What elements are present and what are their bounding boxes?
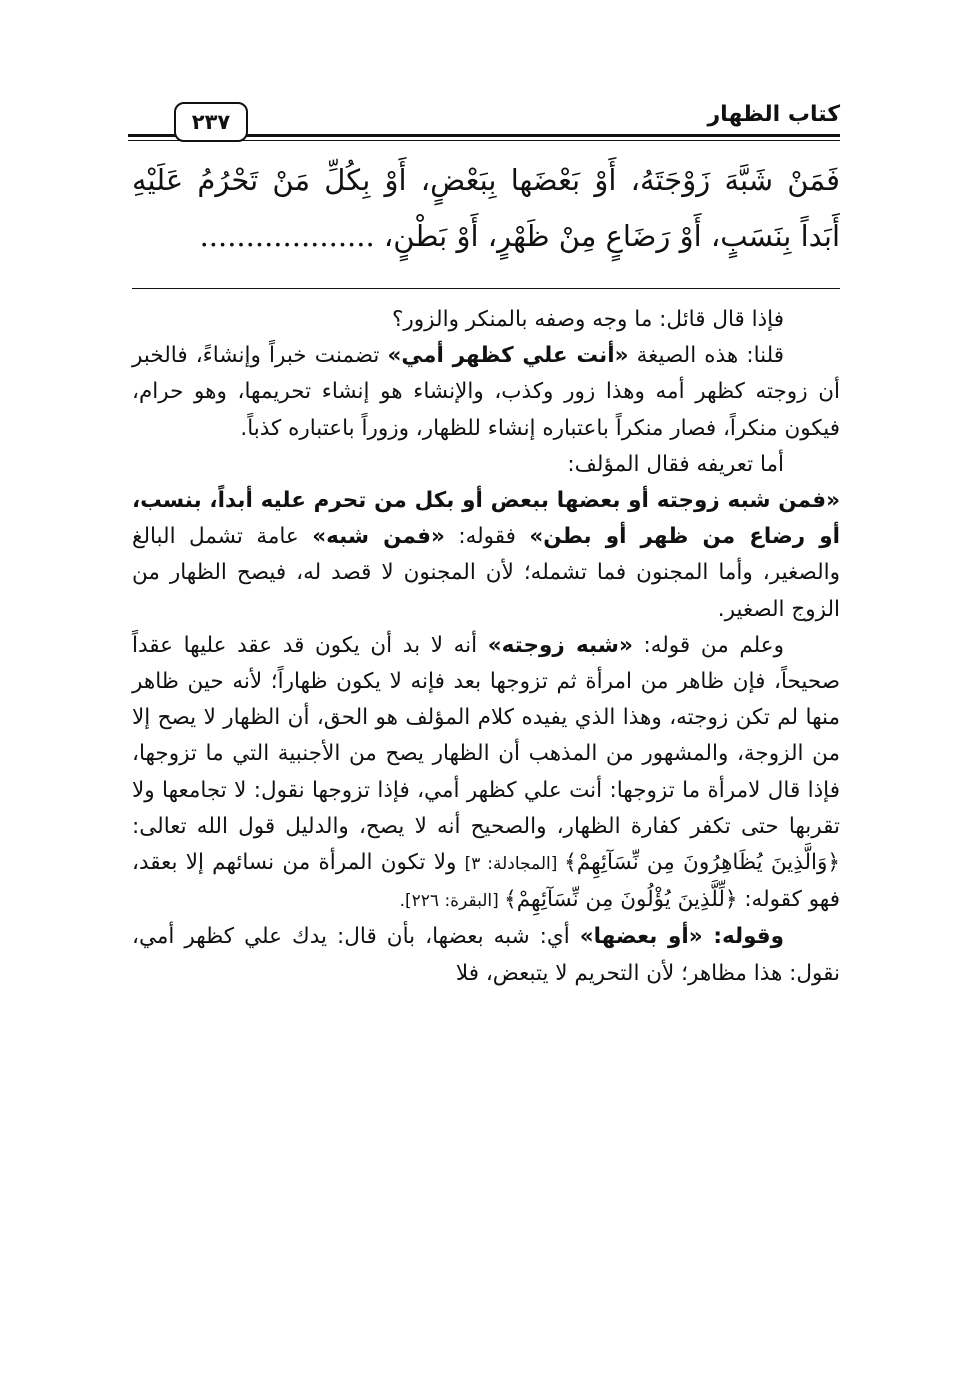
quoted-phrase: «شبه زوجته»: [487, 632, 633, 658]
matn-line-1: فَمَنْ شَبَّهَ زَوْجَتَهُ، أَوْ بَعْضَها بِبَعْضٍ، أَوْ بِكُلِّ مَنْ تَحْرُمُ عَلَيْهِ: [132, 163, 840, 197]
matn-line-2: أَبَداً بِنَسَبٍ، أَوْ رَضَاعٍ مِنْ ظَهْرٍ، أَوْ بَطْنٍ، ...................: [199, 219, 840, 253]
paragraph-2-text: تضمنت خبراً وإنشاءً، فالخبر أن زوجته كظهر أمه وهذا زور وكذب، والإنشاء هو إنشاء تحريمها، وهو حرام، فيكون منكراً، فصار منكراً باعتباره إنشاء للظهار، وزوراً باعتباره كذباً.: [132, 343, 840, 441]
paragraph-6: [132, 919, 840, 991]
paragraph-5-text: وعلم من قوله:: [632, 632, 785, 658]
paragraph-4-text: فقوله:: [444, 524, 530, 550]
matn-text: [132, 152, 840, 264]
paragraph-6-text: أي: شبه بعضها، بأن قال: يدك علي كظهر أمي، نقول: هذا مظاهر؛ لأن التحريم لا يتبعض، فلا: [132, 924, 840, 986]
matn-quotation: «فمن شبه زوجته أو بعضها ببعض أو بكل من تحرم عليه أبداً، بنسب، أو رضاع من ظهر أو بطن»: [132, 488, 840, 550]
verse-reference: [المجادلة: ٣]: [464, 854, 565, 875]
paragraph-4-text: عامة تشمل البالغ والصغير، وأما المجنون فما تشمله؛ لأن المجنون لا قصد له، فيصح الظهار من الزوج الصغير.: [132, 524, 840, 622]
page-header: [128, 100, 840, 146]
verse-reference: [البقرة: ٢٢٦].: [399, 891, 505, 912]
running-title: كتاب الظهار: [702, 100, 840, 130]
quran-verse: ﴿وَالَّذِينَ يُظَاهِرُونَ مِن نِّسَآئِهِمْ﴾: [564, 850, 840, 876]
quran-verse: ﴿لِّلَّذِينَ يُؤْلُونَ مِن نِّسَآئِهِمْ﴾: [504, 887, 738, 913]
paragraph-3-text: أما تعريفه فقال المؤلف:: [567, 451, 784, 477]
quoted-phrase: «أو بعضها»: [579, 924, 703, 950]
paragraph-1-text: فإذا قال قائل: ما وجه وصفه بالمنكر والزور؟: [392, 307, 784, 332]
matn-separator-rule: [132, 288, 840, 289]
quoted-phrase: «أنت علي كظهر أمي»: [387, 343, 629, 369]
paragraph-1: [132, 302, 840, 338]
paragraph-5-text: أنه لا بد أن يكون قد عقد عليها عقداً صحيحاً، فإن ظاهر من امرأة ثم تزوجها بعد فإنه لا يكون ظهاراً؛ لأنه حين ظاهر منها لم تكن زوجته، وهذا الذي يفيده كلام المؤلف هو الحق، أن الظهار لا يصح إلا من الزوجة، والمشهور من المذهب أن الظهار يصح من الأجنبية التي ما تزوجها، فإذا قال لامرأة ما تزوجها: أنت علي كظهر أمي، فإذا تزوجها نقول: لا تجامعها ولا تقربها حتى تكفر كفارة الظهار، والصحيح أنه لا يصح، والدليل قول الله تعالى:: [132, 632, 840, 839]
commentary-body: [132, 302, 840, 992]
paragraph-3: [132, 447, 840, 483]
paragraph-4: [132, 483, 840, 628]
paragraph-5: [132, 628, 840, 920]
paragraph-5-text: ولا تكون المرأة من نسائهم إلا بعقد، فهو كقوله:: [132, 850, 840, 913]
paragraph-2-text: قلنا: هذه الصيغة: [628, 343, 784, 369]
quoted-phrase: وقوله:: [702, 924, 784, 950]
page-number: ٢٣٧: [174, 102, 248, 142]
quoted-phrase: «فمن شبه»: [312, 524, 445, 550]
paragraph-2: [132, 338, 840, 447]
